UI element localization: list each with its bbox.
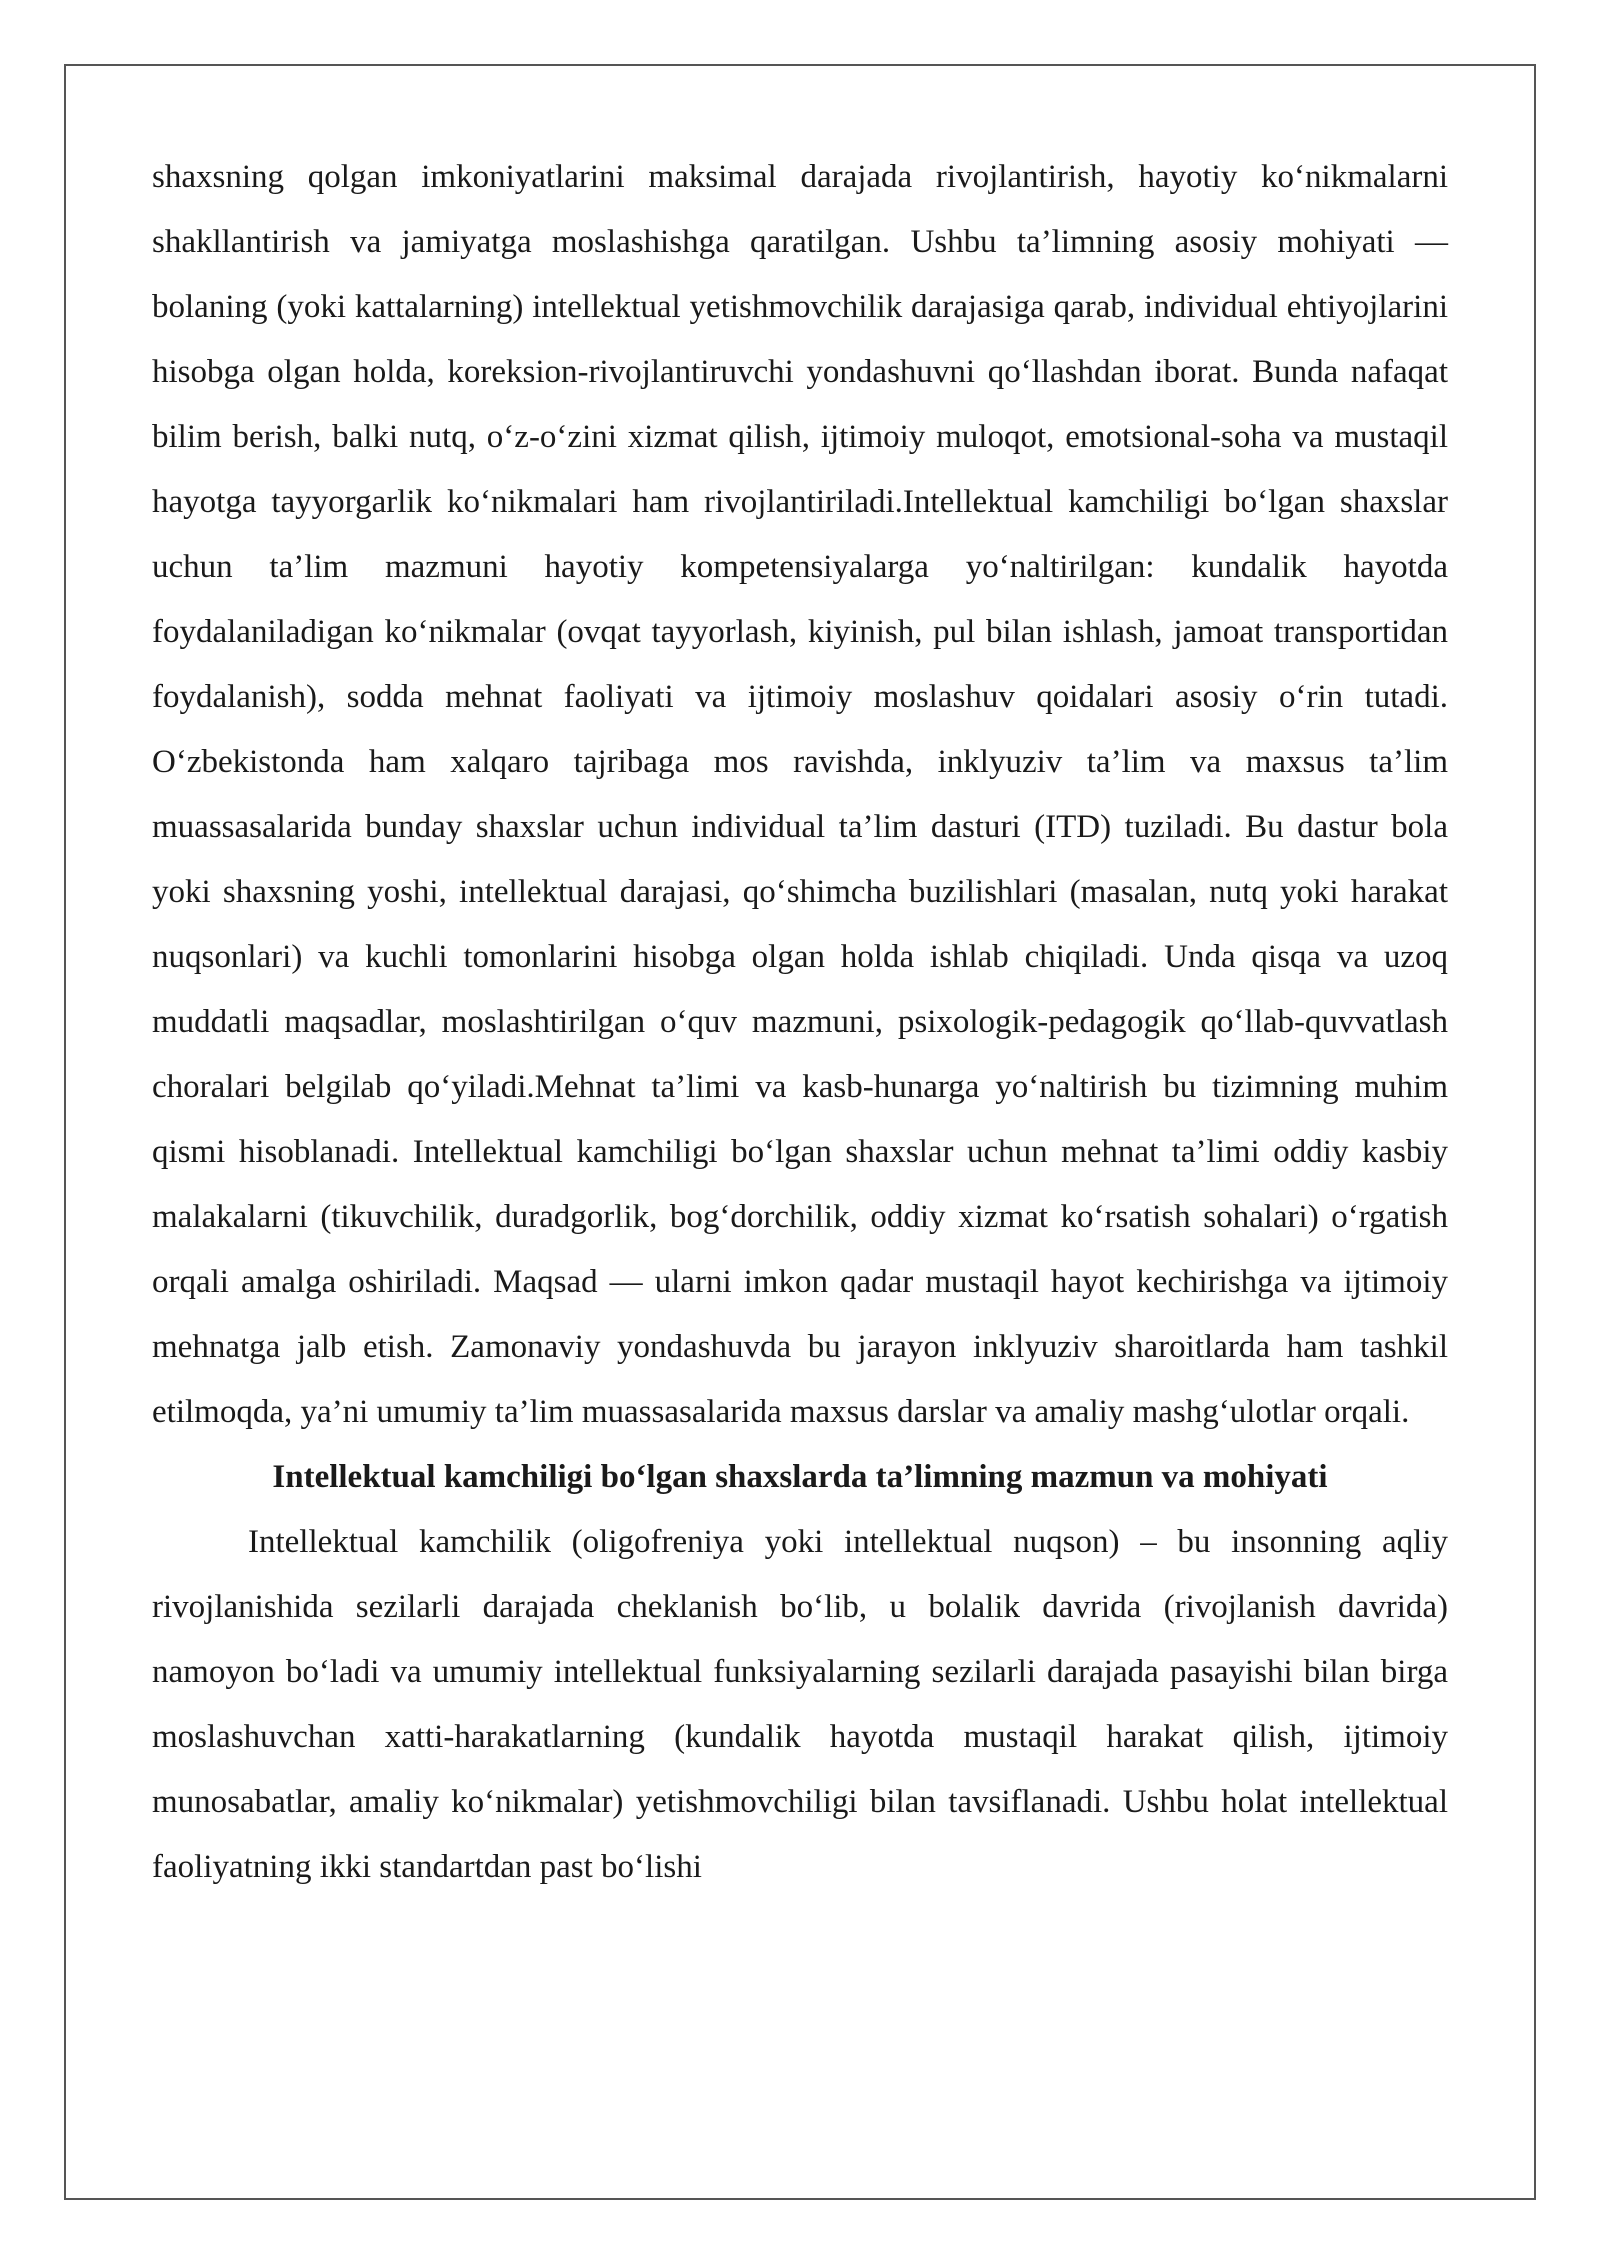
document-body: [152, 145, 1448, 1900]
body-paragraph-continued: Intellektual kamchilik (oligofreniya yoki intellektual nuqson) – bu insonning aqliy rivojlanishida sezilarli darajada cheklanish bo‘lib, u bolalik davrida (rivojlanish davrida) namoyon bo‘ladi va umumiy intellektual funksiyalarning sezilarli darajada pasayishi bilan birga moslashuvchan xatti-harakatlarning (kundalik hayotda mustaqil harakat qilish, ijtimoiy munosabatlar, amaliy ko‘nikmalar) yetishmovchiligi bilan tavsiflanadi. Ushbu holat intellektual faoliyatning ikki standartdan past bo‘lishi: [152, 1524, 1448, 1885]
body-paragraph: shaxsning qolgan imkoniyatlarini maksimal darajada rivojlantirish, hayotiy ko‘nikmalarni shakllantirish va jamiyatga moslashishga qaratilgan. Ushbu ta’limning asosiy mohiyati — bolaning (yoki kattalarning) intellektual yetishmovchilik darajasiga qarab, individual ehtiyojlarini hisobga olgan holda, koreksion-rivojlantiruvchi yondashuvni qo‘llashdan iborat. Bunda nafaqat bilim berish, balki nutq, o‘z-o‘zini xizmat qilish, ijtimoiy muloqot, emotsional-soha va mustaqil hayotga tayyorgarlik ko‘nikmalari ham rivojlantiriladi.Intellektual kamchiligi bo‘lgan shaxslar uchun ta’lim mazmuni hayotiy kompetensiyalarga yo‘naltirilgan: kundalik hayotda foydalaniladigan ko‘nikmalar (ovqat tayyorlash, kiyinish, pul bilan ishlash, jamoat transportidan foydalanish), sodda mehnat faoliyati va ijtimoiy moslashuv qoidalari asosiy o‘rin tutadi. O‘zbekistonda ham xalqaro tajribaga mos ravishda, inklyuziv ta’lim va maxsus ta’lim muassasalarida bunday shaxslar uchun individual ta’lim dasturi (ITD) tuziladi. Bu dastur bola yoki shaxsning yoshi, intellektual darajasi, qo‘shimcha buzilishlari (masalan, nutq yoki harakat nuqsonlari) va kuchli tomonlarini hisobga olgan holda ishlab chiqiladi. Unda qisqa va uzoq muddatli maqsadlar, moslashtirilgan o‘quv mazmuni, psixologik-pedagogik qo‘llab-quvvatlash choralari belgilab qo‘yiladi.Mehnat ta’limi va kasb-hunarga yo‘naltirish bu tizimning muhim qismi hisoblanadi. Intellektual kamchiligi bo‘lgan shaxslar uchun mehnat ta’limi oddiy kasbiy malakalarni (tikuvchilik, duradgorlik, bog‘dorchilik, oddiy xizmat ko‘rsatish sohalari) o‘rgatish orqali amalga oshiriladi. Maqsad — ularni imkon qadar mustaqil hayot kechirishga va ijtimoiy mehnatga jalb etish. Zamonaviy yondashuvda bu jarayon inklyuziv sharoitlarda ham tashkil etilmoqda, ya’ni umumiy ta’lim muassasalarida maxsus darslar va amaliy mashg‘ulotlar orqali.: [152, 159, 1448, 1430]
section-heading: Intellektual kamchiligi bo‘lgan shaxslarda ta’limning mazmun va mohiyati: [272, 1459, 1328, 1495]
